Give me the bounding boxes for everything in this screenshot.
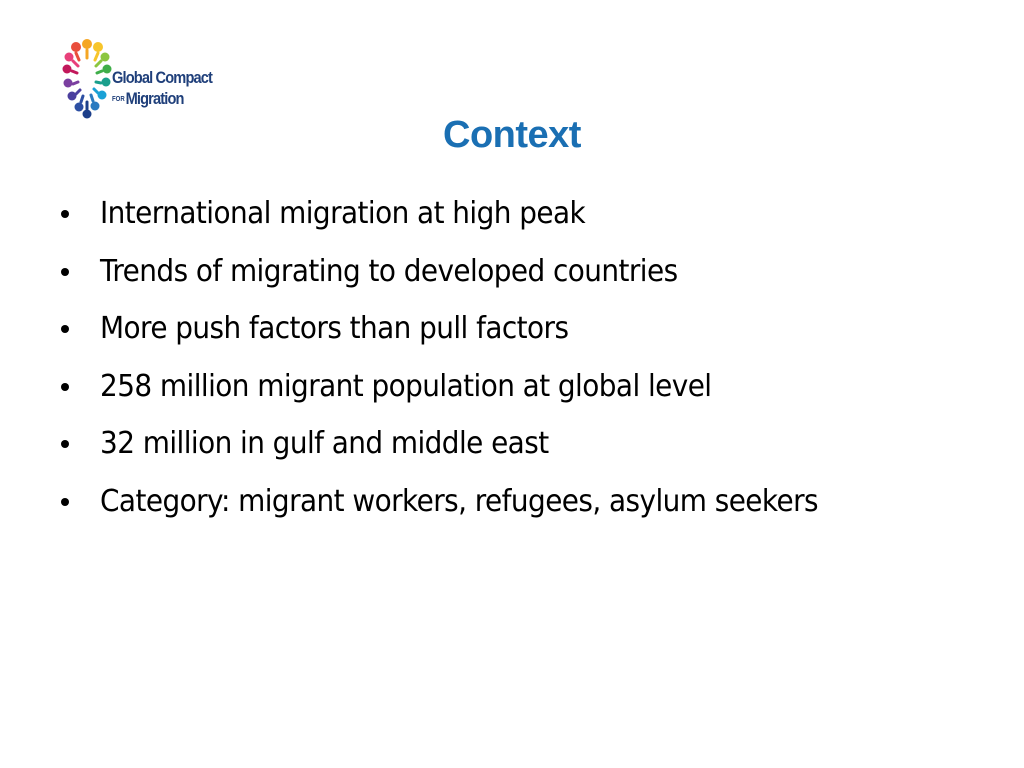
bullet-item [55,248,1005,306]
bullet-dot-icon [61,440,69,448]
bullet-text: Category: migrant workers, refugees, asylum seekers [100,483,819,519]
bullet-text: 258 million migrant population at global level [100,368,712,404]
bullet-dot-icon [61,498,69,506]
bullet-text: International migration at high peak [100,196,586,231]
bullet-item [55,305,1005,363]
bullet-item [55,363,1005,421]
bullet-item [55,478,1005,536]
logo-wordmark [112,69,212,108]
logo-line-global-compact: Global Compact [112,68,213,87]
bullet-dot-icon [61,325,69,333]
logo-for: FOR [112,96,125,103]
bullet-item [55,190,1005,248]
slide-title: Context [443,114,581,156]
logo-migration: Migration [125,89,184,108]
bullet-text: More push factors than pull factors [100,311,569,346]
bullet-dot-icon [61,268,69,276]
bullet-item [55,420,1005,478]
bullet-list [55,190,1005,535]
bullet-dot-icon [61,383,69,391]
bullet-text: Trends of migrating to developed countries [100,253,678,289]
logo-line-migration [112,90,198,108]
bullet-text: 32 million in gulf and middle east [100,426,549,461]
bullet-dot-icon [61,210,69,218]
